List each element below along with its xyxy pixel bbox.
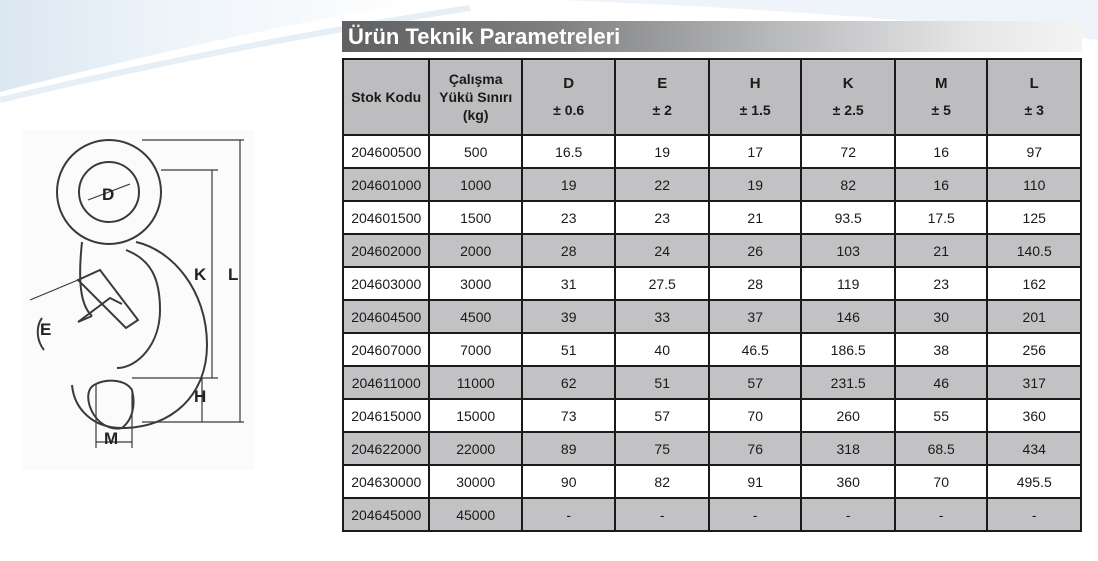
header-working-load: Çalışma Yükü Sınırı (kg) — [429, 59, 522, 135]
dimension-cell: 19 — [709, 168, 802, 201]
dimension-cell: 28 — [709, 267, 802, 300]
dimension-cell: 37 — [709, 300, 802, 333]
header-row — [343, 59, 1081, 135]
table-row — [343, 267, 1081, 300]
dimension-cell: 75 — [615, 432, 709, 465]
dimension-cell: 70 — [895, 465, 988, 498]
dimension-cell: 82 — [801, 168, 895, 201]
load-cell: 1500 — [429, 201, 522, 234]
dimension-cell: 201 — [987, 300, 1081, 333]
dimension-cell: 46 — [895, 366, 988, 399]
dimension-cell: 146 — [801, 300, 895, 333]
table-row — [343, 399, 1081, 432]
dimension-cell: 125 — [987, 201, 1081, 234]
load-cell: 22000 — [429, 432, 522, 465]
header-dim-d: D ± 0.6 — [522, 59, 616, 135]
load-cell: 4500 — [429, 300, 522, 333]
stock-code-cell: 204630000 — [343, 465, 429, 498]
dimension-cell: 46.5 — [709, 333, 802, 366]
dimension-cell: 317 — [987, 366, 1081, 399]
label-h: H — [194, 387, 207, 406]
dimension-cell: 31 — [522, 267, 616, 300]
label-l: L — [228, 265, 239, 284]
dimension-cell: 16 — [895, 168, 988, 201]
dimension-cell: 55 — [895, 399, 988, 432]
dimension-cell: 186.5 — [801, 333, 895, 366]
stock-code-cell: 204607000 — [343, 333, 429, 366]
dimension-cell: 57 — [709, 366, 802, 399]
dimension-cell: 16 — [895, 135, 988, 168]
label-k: K — [194, 265, 207, 284]
table-row — [343, 333, 1081, 366]
dimension-cell: 33 — [615, 300, 709, 333]
header-dim-l: L ± 3 — [987, 59, 1081, 135]
dimension-cell: 21 — [895, 234, 988, 267]
dimension-cell: 495.5 — [987, 465, 1081, 498]
load-cell: 3000 — [429, 267, 522, 300]
stock-code-cell: 204601500 — [343, 201, 429, 234]
dimension-cell: 40 — [615, 333, 709, 366]
dimension-cell: 17.5 — [895, 201, 988, 234]
dimension-cell: 318 — [801, 432, 895, 465]
dimension-cell: 24 — [615, 234, 709, 267]
stock-code-cell: 204601000 — [343, 168, 429, 201]
stock-code-cell: 204602000 — [343, 234, 429, 267]
table-row — [343, 168, 1081, 201]
dimension-cell: 57 — [615, 399, 709, 432]
dimension-cell: 140.5 — [987, 234, 1081, 267]
load-cell: 45000 — [429, 498, 522, 531]
stock-code-cell: 204615000 — [343, 399, 429, 432]
dimension-cell: 62 — [522, 366, 616, 399]
dimension-cell: - — [801, 498, 895, 531]
header-dim-k: K ± 2.5 — [801, 59, 895, 135]
table-row — [343, 498, 1081, 531]
stock-code-cell: 204600500 — [343, 135, 429, 168]
dimension-cell: - — [522, 498, 616, 531]
dimension-cell: 23 — [615, 201, 709, 234]
label-d: D — [102, 185, 115, 204]
dimension-cell: 91 — [709, 465, 802, 498]
dimension-cell: 27.5 — [615, 267, 709, 300]
dimension-cell: 23 — [895, 267, 988, 300]
load-cell: 7000 — [429, 333, 522, 366]
stock-code-cell: 204645000 — [343, 498, 429, 531]
dimension-cell: 70 — [709, 399, 802, 432]
table-title-bar — [342, 21, 1082, 52]
stock-code-cell: 204604500 — [343, 300, 429, 333]
dimension-cell: 39 — [522, 300, 616, 333]
dimension-cell: 21 — [709, 201, 802, 234]
dimension-cell: 28 — [522, 234, 616, 267]
dimension-cell: 103 — [801, 234, 895, 267]
dimension-cell: 23 — [522, 201, 616, 234]
dimension-cell: - — [615, 498, 709, 531]
dimension-cell: 89 — [522, 432, 616, 465]
dimension-cell: 22 — [615, 168, 709, 201]
table-row — [343, 300, 1081, 333]
header-dim-h: H ± 1.5 — [709, 59, 802, 135]
dimension-cell: 260 — [801, 399, 895, 432]
load-cell: 11000 — [429, 366, 522, 399]
table-row — [343, 201, 1081, 234]
spec-table-body — [343, 135, 1081, 531]
dimension-cell: 360 — [987, 399, 1081, 432]
dimension-cell: 434 — [987, 432, 1081, 465]
load-cell: 500 — [429, 135, 522, 168]
dimension-cell: 360 — [801, 465, 895, 498]
table-row — [343, 366, 1081, 399]
table-row — [343, 465, 1081, 498]
dimension-cell: 51 — [522, 333, 616, 366]
label-e: E — [40, 320, 52, 339]
dimension-cell: 76 — [709, 432, 802, 465]
dimension-cell: 93.5 — [801, 201, 895, 234]
dimension-cell: 72 — [801, 135, 895, 168]
load-cell: 15000 — [429, 399, 522, 432]
dimension-cell: 68.5 — [895, 432, 988, 465]
header-stock-code: Stok Kodu — [343, 59, 429, 135]
dimension-cell: 97 — [987, 135, 1081, 168]
dimension-cell: 162 — [987, 267, 1081, 300]
stock-code-cell: 204603000 — [343, 267, 429, 300]
dimension-cell: - — [895, 498, 988, 531]
label-m: M — [104, 429, 119, 448]
dimension-cell: 73 — [522, 399, 616, 432]
dimension-cell: - — [987, 498, 1081, 531]
table-row — [343, 432, 1081, 465]
dimension-cell: 17 — [709, 135, 802, 168]
table-title: Ürün Teknik Parametreleri — [348, 24, 621, 49]
dimension-cell: - — [709, 498, 802, 531]
dimension-cell: 119 — [801, 267, 895, 300]
header-dim-m: M ± 5 — [895, 59, 988, 135]
dimension-cell: 19 — [615, 135, 709, 168]
hook-diagram — [22, 130, 254, 470]
load-cell: 30000 — [429, 465, 522, 498]
dimension-cell: 82 — [615, 465, 709, 498]
dimension-cell: 26 — [709, 234, 802, 267]
dimension-cell: 51 — [615, 366, 709, 399]
header-dim-e: E ± 2 — [615, 59, 709, 135]
dimension-cell: 38 — [895, 333, 988, 366]
stock-code-cell: 204622000 — [343, 432, 429, 465]
table-row — [343, 135, 1081, 168]
load-cell: 1000 — [429, 168, 522, 201]
stock-code-cell: 204611000 — [343, 366, 429, 399]
dimension-cell: 16.5 — [522, 135, 616, 168]
dimension-cell: 256 — [987, 333, 1081, 366]
dimension-cell: 19 — [522, 168, 616, 201]
table-row — [343, 234, 1081, 267]
dimension-cell: 30 — [895, 300, 988, 333]
load-cell: 2000 — [429, 234, 522, 267]
dimension-cell: 110 — [987, 168, 1081, 201]
dimension-cell: 231.5 — [801, 366, 895, 399]
dimension-cell: 90 — [522, 465, 616, 498]
spec-table — [342, 58, 1082, 532]
